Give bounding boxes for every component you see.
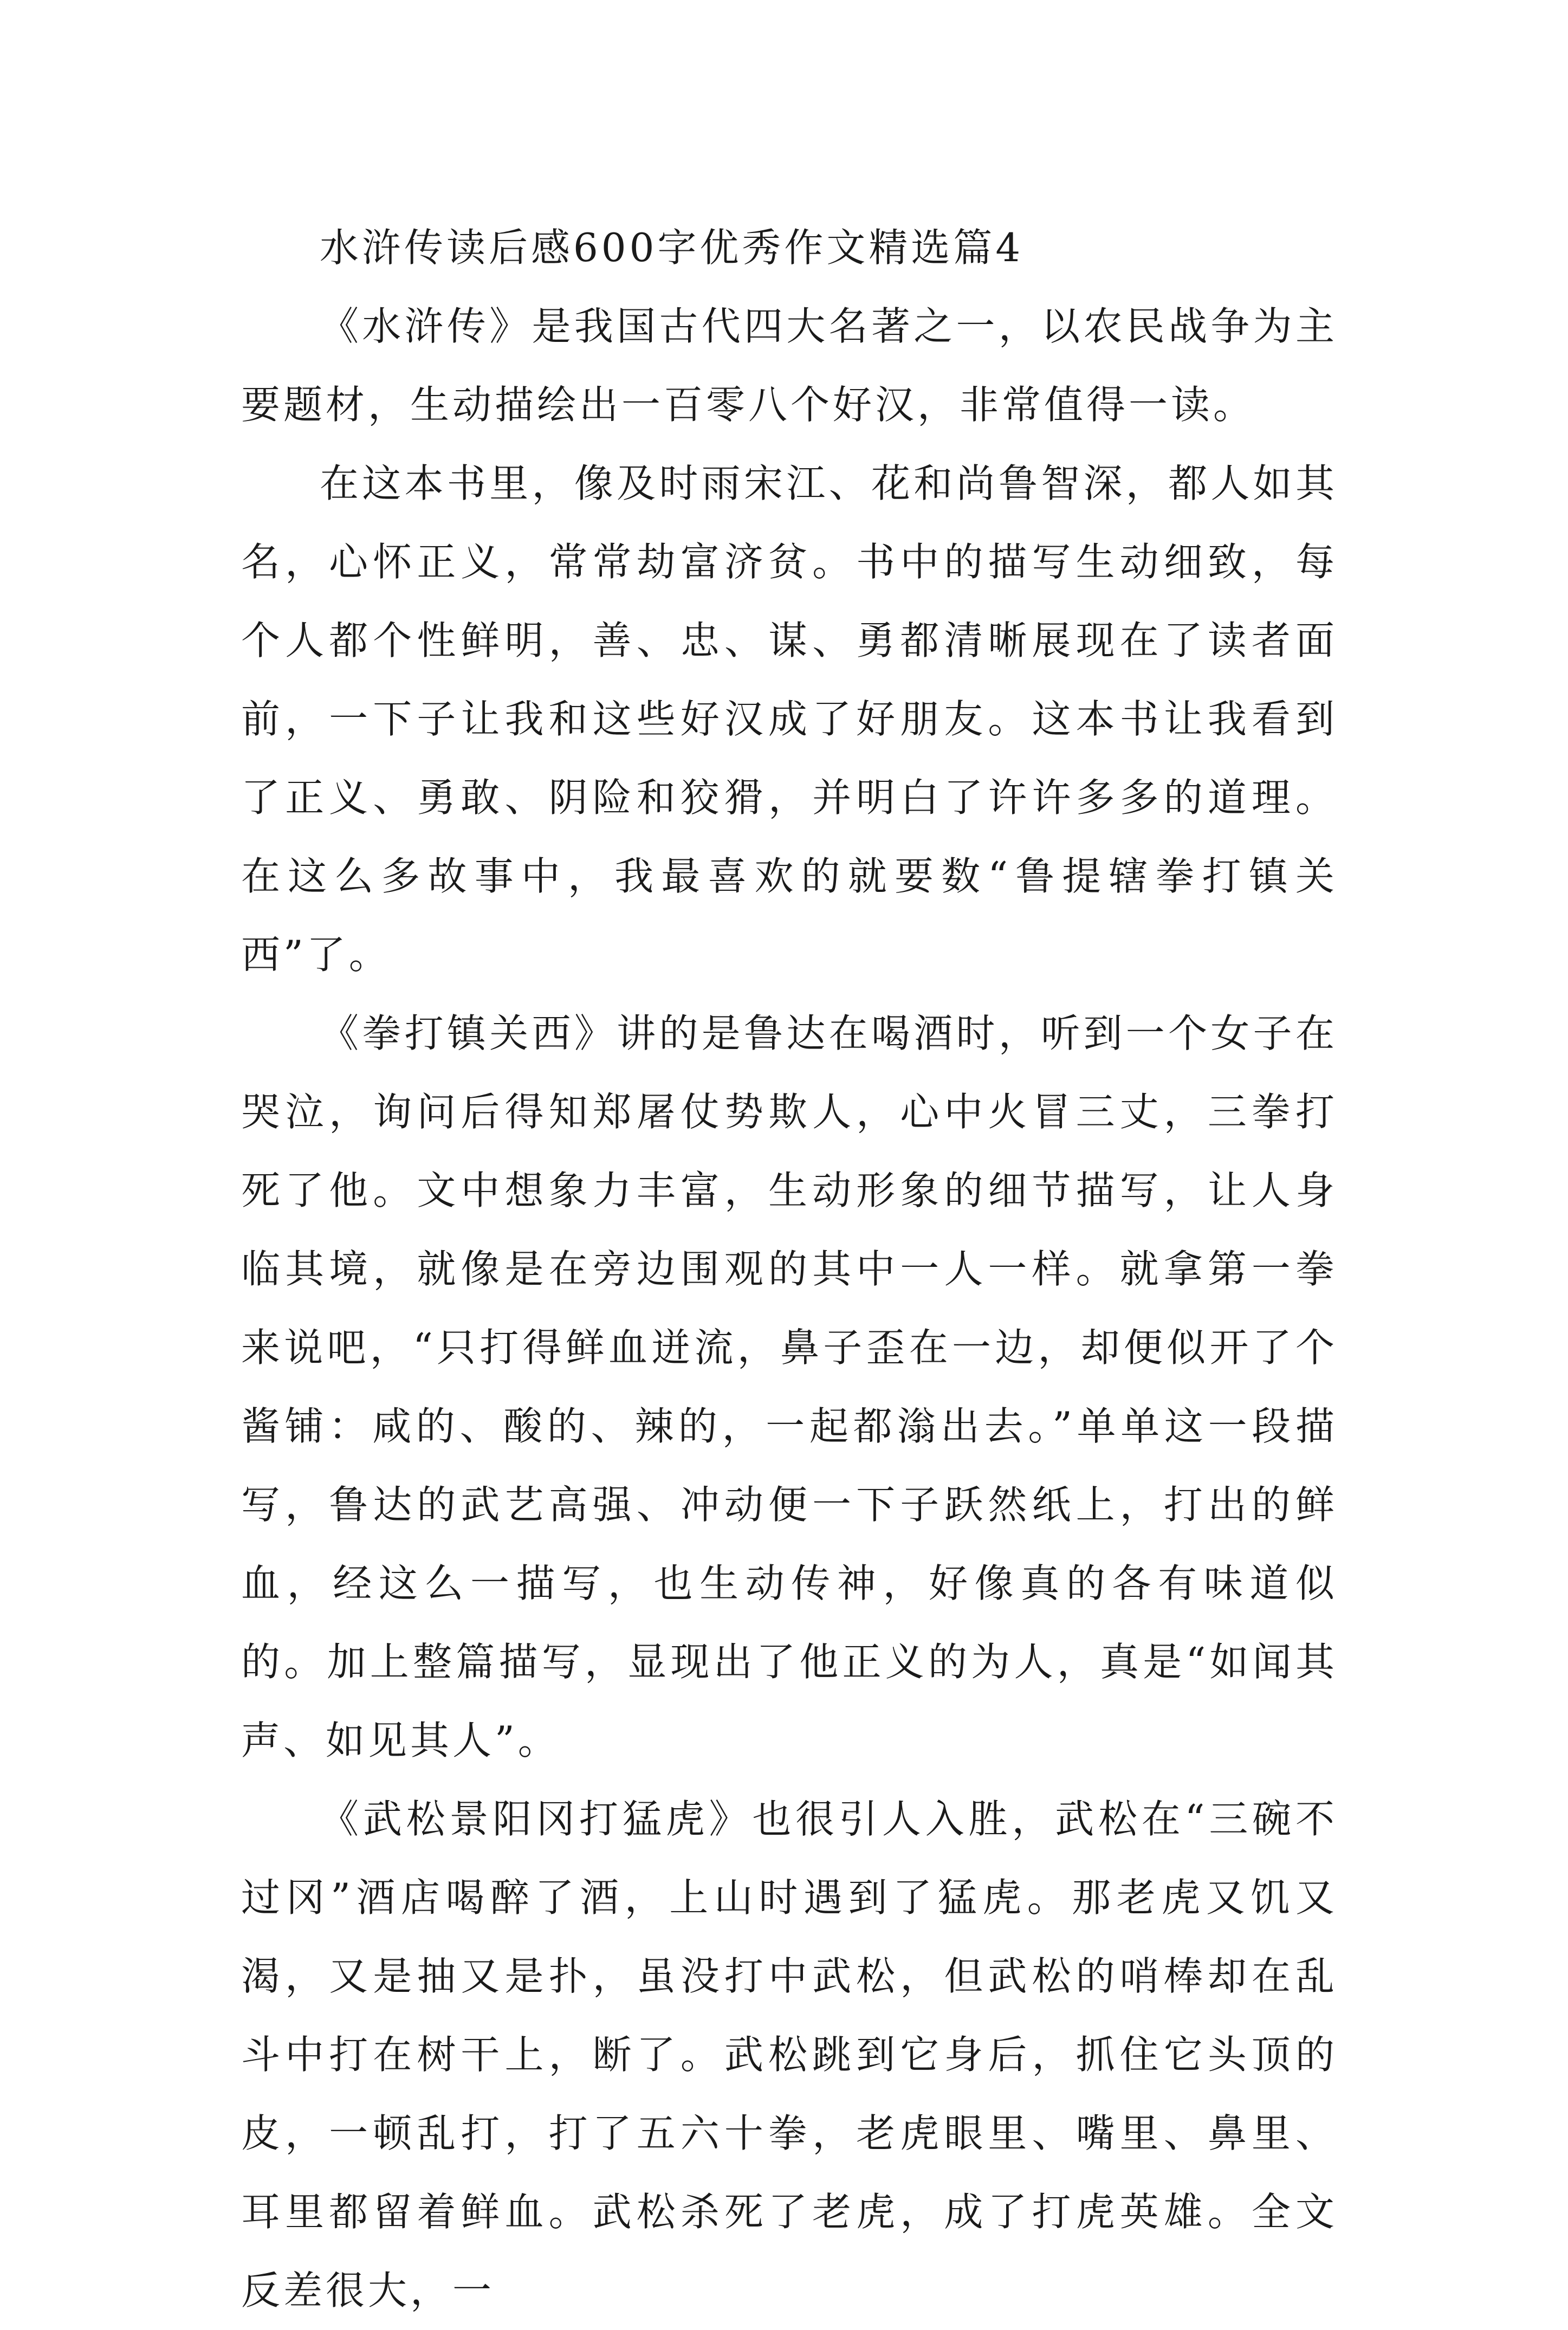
document-title: 水浒传读后感600字优秀作文精选篇4 [320, 225, 1024, 270]
paragraph-characters: 在这本书里，像及时雨宋江、花和尚鲁智深，都人如其名，心怀正义，常常劫富济贫。书中的描写生动细致，每个人都个性鲜明，善、忠、谋、勇都清晰展现在了读者面前，一下子让我和这些好汉成了好朋友。这本书让我看到了正义、勇敢、阴险和狡猾，并明白了许许多多的道理。在这么多故事中，我最喜欢的就要数“鲁提辖拳打镇关西”了。 [241, 461, 1338, 978]
paragraph-wusong: 《武松景阳冈打猛虎》也很引人入胜，武松在“三碗不过冈”酒店喝醉了酒，上山时遇到了猛虎。那老虎又饥又渴，又是抽又是扑，虽没打中武松，但武松的哨棒却在乱斗中打在树干上，断了。武松跳到它身后，抓住它头顶的皮，一顿乱打，打了五六十拳，老虎眼里、嘴里、鼻里、耳里都留着鲜血。武松杀死了老虎，成了打虎英雄。全文反差很大，一 [241, 1796, 1338, 2313]
document-body [241, 209, 1338, 2330]
paragraph-zhenguanxi: 《拳打镇关西》讲的是鲁达在喝酒时，听到一个女子在哭泣，询问后得知郑屠仗势欺人，心中火冒三丈，三拳打死了他。文中想象力丰富，生动形象的细节描写，让人身临其境，就像是在旁边围观的其中一人一样。就拿第一拳来说吧，“只打得鲜血迸流，鼻子歪在一边，却便似开了个酱铺：咸的、酸的、辣的，一起都滃出去。”单单这一段描写，鲁达的武艺高强、冲动便一下子跃然纸上，打出的鲜血，经这么一描写，也生动传神，好像真的各有味道似的。加上整篇描写，显现出了他正义的为人，真是“如闻其声、如见其人”。 [241, 1011, 1338, 1763]
paragraph-intro: 《水浒传》是我国古代四大名著之一，以农民战争为主要题材，生动描绘出一百零八个好汉，非常值得一读。 [241, 303, 1338, 428]
